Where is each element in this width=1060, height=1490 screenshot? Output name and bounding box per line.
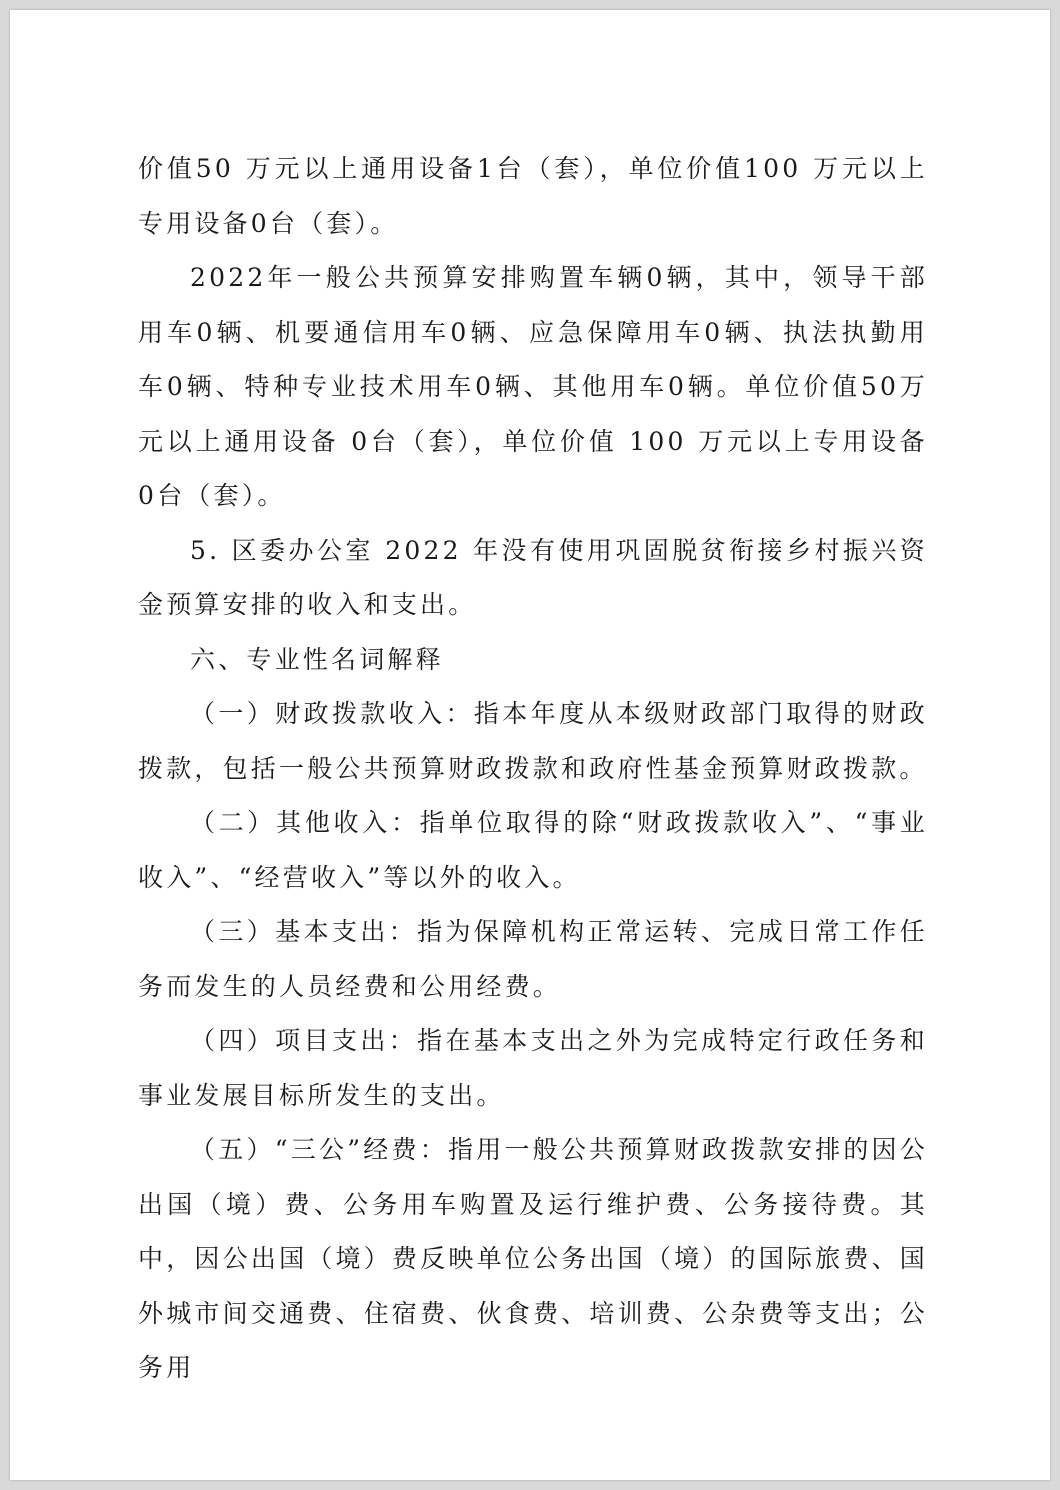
definition-fiscal-appropriation-income: （一）财政拨款收入：指本年度从本级财政部门取得的财政拨款，包括一般公共预算财政拨款和政府性基金预算财政拨款。	[138, 699, 928, 783]
document-body	[138, 142, 928, 1396]
definition-basic-expenditure: （三）基本支出：指为保障机构正常运转、完成日常工作任务而发生的人员经费和公用经费。	[138, 917, 928, 1001]
section-heading-terminology: 六、专业性名词解释	[190, 644, 444, 674]
document-page	[10, 10, 1050, 1480]
definition-three-public-expenses: （五）“三公”经费：指用一般公共预算财政拨款安排的因公出国（境）费、公务用车购置及运行维护费、公务接待费。其中，因公出国（境）费反映单位公务出国（境）的国际旅费、国外城市间交通费、住宿费、伙食费、培训费、公杂费等支出；公务用	[138, 1135, 928, 1382]
definition-other-income: （二）其他收入：指单位取得的除“财政拨款收入”、“事业收入”、“经营收入”等以外的收入。	[138, 808, 928, 892]
paragraph-rural-revitalization: 5. 区委办公室 2022 年没有使用巩固脱贫衔接乡村振兴资金预算安排的收入和支出。	[138, 535, 928, 619]
paragraph-continuation-equipment: 价值50 万元以上通用设备1台（套），单位价值100 万元以上专用设备0台（套）。	[138, 154, 928, 238]
definition-project-expenditure: （四）项目支出：指在基本支出之外为完成特定行政任务和事业发展目标所发生的支出。	[138, 1026, 928, 1110]
paragraph-vehicle-purchase: 2022年一般公共预算安排购置车辆0辆，其中，领导干部用车0辆、机要通信用车0辆、应急保障用车0辆、执法执勤用车0辆、特种专业技术用车0辆、其他用车0辆。单位价值50万元以上通用设备 0台（套），单位价值 100 万元以上专用设备 0台（套）。	[138, 263, 928, 510]
